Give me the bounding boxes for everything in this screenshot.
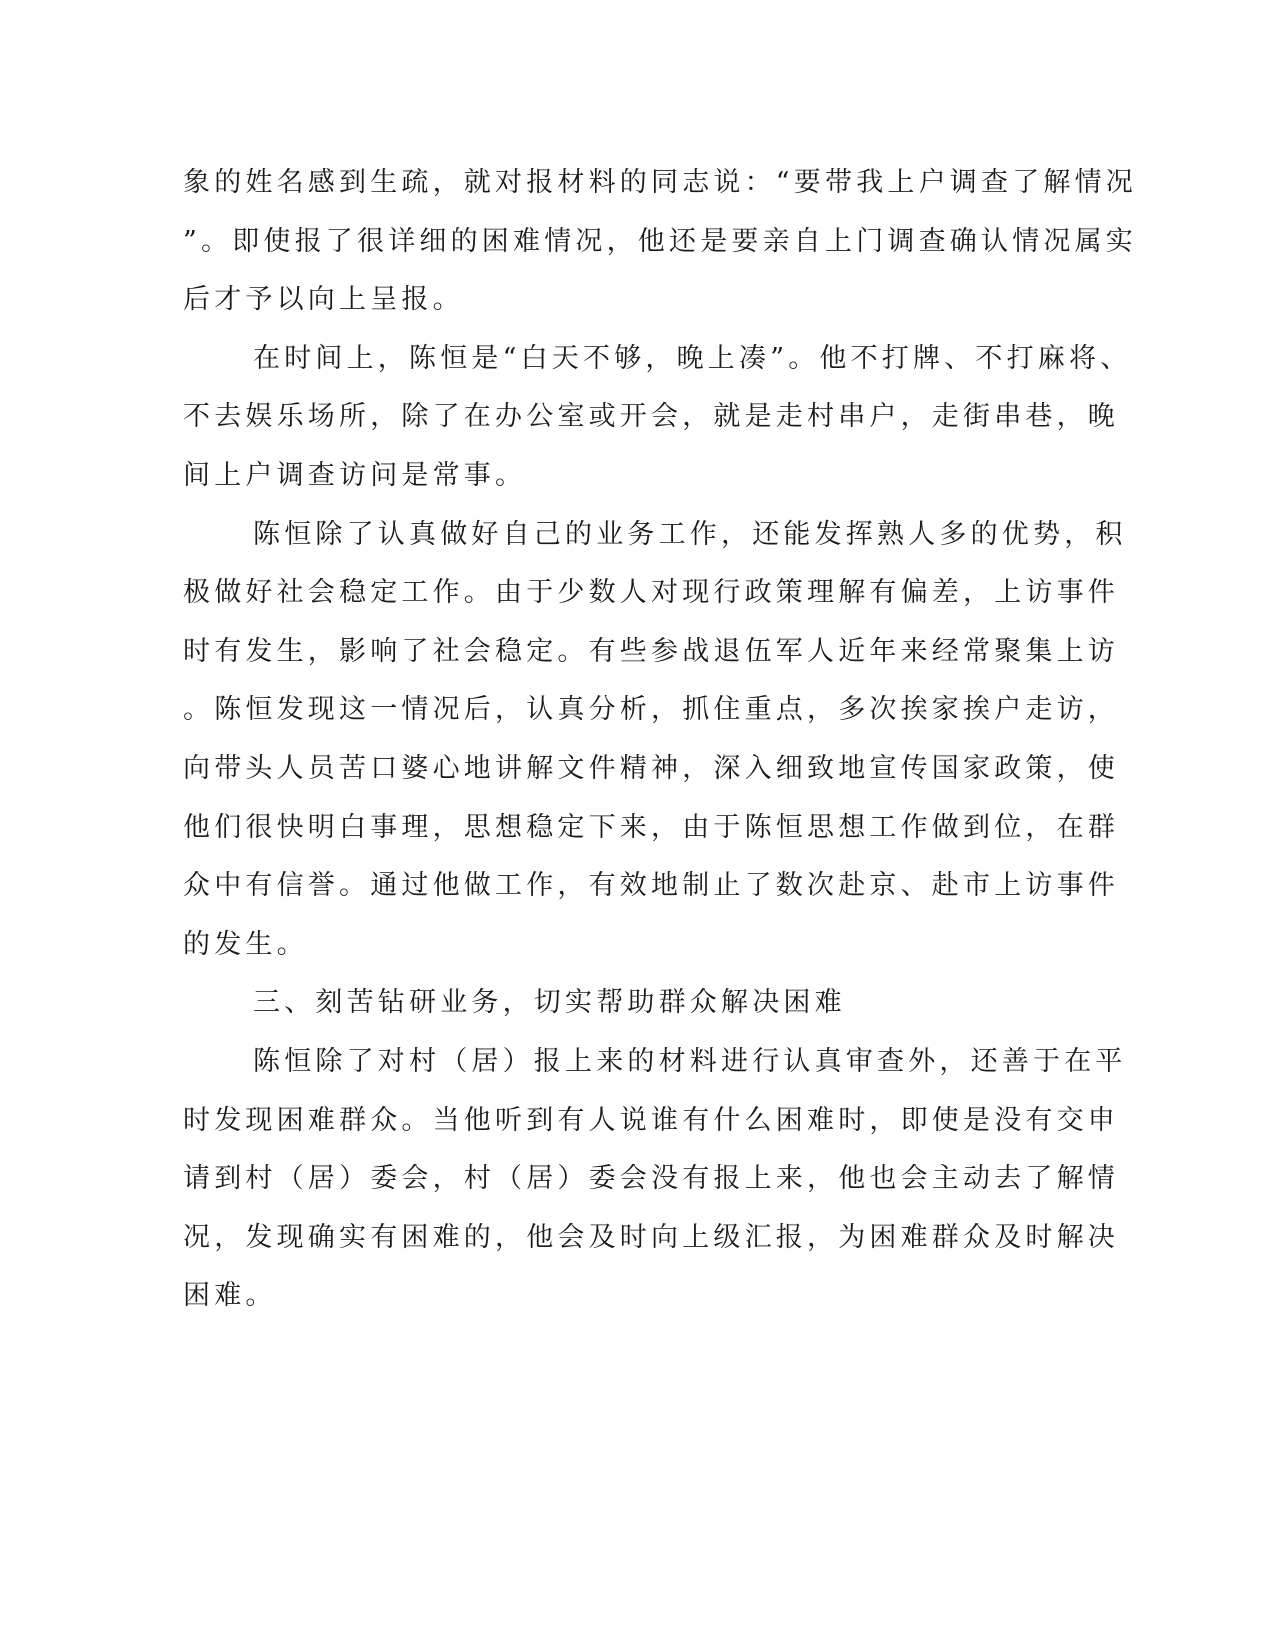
text-line: 向带头人员苦口婆心地讲解文件精神，深入细致地宣传国家政策，使	[183, 752, 1119, 784]
text-line: 时有发生，影响了社会稳定。有些参战退伍军人近年来经常聚集上访	[183, 635, 1119, 667]
text-line: 在时间上，陈恒是“白天不够，晚上凑”。他不打牌、不打麻将、	[253, 342, 1132, 374]
text-line: 众中有信誉。通过他做工作，有效地制止了数次赴京、赴市上访事件	[183, 870, 1119, 902]
paragraph	[183, 154, 1138, 330]
paragraph	[183, 1033, 1127, 1326]
text-line: 的发生。	[183, 928, 308, 960]
document-body	[183, 154, 1138, 1326]
text-line: 不去娱乐场所，除了在办公室或开会，就是走村串户，走街串巷，晚	[183, 401, 1119, 433]
text-line: 他们很快明白事理，思想稳定下来，由于陈恒思想工作做到位，在群	[183, 811, 1119, 843]
text-line: 间上户调查访问是常事。	[183, 459, 527, 491]
text-line: 请到村（居）委会，村（居）委会没有报上来，他也会主动去了解情	[183, 1163, 1119, 1195]
text-line: 。陈恒发现这一情况后，认真分析，抓住重点，多次挨家挨户走访，	[183, 694, 1119, 726]
paragraph	[183, 506, 1127, 975]
text-line: 时发现困难群众。当他听到有人说谁有什么困难时，即使是没有交申	[183, 1104, 1119, 1136]
text-line: 后才予以向上呈报。	[183, 284, 464, 316]
text-line: 陈恒除了认真做好自己的业务工作，还能发挥熟人多的优势，积	[253, 518, 1127, 550]
text-line: 陈恒除了对村（居）报上来的材料进行认真审查外，还善于在平	[253, 1045, 1127, 1077]
text-line: 极做好社会稳定工作。由于少数人对现行政策理解有偏差，上访事件	[183, 577, 1119, 609]
heading-line: 三、刻苦钻研业务，切实帮助群众解决困难	[253, 987, 846, 1019]
paragraph	[183, 330, 1132, 506]
section-heading	[183, 974, 1053, 1033]
text-line: 象的姓名感到生疏，就对报材料的同志说：“要带我上户调查了解情况	[183, 167, 1138, 198]
text-line: 况，发现确实有困难的，他会及时向上级汇报，为困难群众及时解决	[183, 1221, 1119, 1253]
text-line: ”。即使报了很详细的困难情况，他还是要亲自上门调查确认情况属实	[183, 225, 1138, 257]
text-line: 困难。	[183, 1280, 277, 1312]
